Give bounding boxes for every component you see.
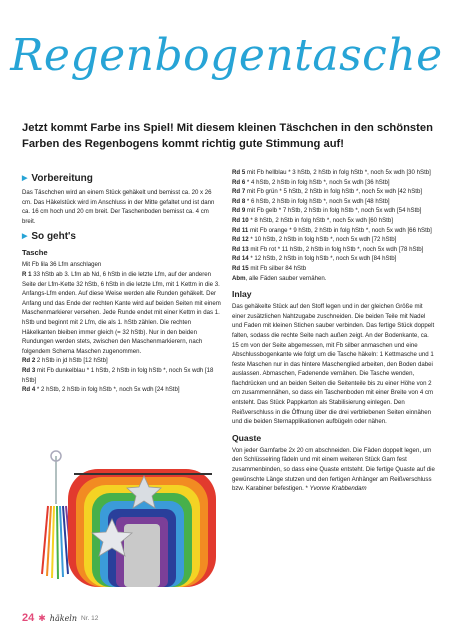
instruction-line: Rd 4 * 2 hStb, 2 hStb in folg hStb *, noch 5x wdh [24 hStb] xyxy=(22,386,180,394)
inlay-text: Das gehäkelte Stück auf den Stoff legen und in der gleichen Größe mit einer zusätzlichen Nahtzugabe zuschneiden. Die beiden Teile mit Nadel und Faden mit kleinen Stichen sauber verbinden. Das fertige Stück doppelt falten, sodass die rechte Seite nach außen zeigt. An der Bodenkante, ca. 15 cm von der Seite abgemessen, mit Fb silber anmaschen und eine Abschlussbogenkante wie folgt um die Tasche häkeln: 1 Kettmasche und 1 feste Maschen nur in das hintere Maschenglied arbeiten, den Boden dabei auslassen. Abmaschen, Fadenende vernähen. Die Tasche wenden, flachdrücken und an beiden Seiten die Seitenteile bis zu einer Höhe von 2 cm zusammennähen, so dass ein Taschenboden mit einer Breite von 4 cm entsteht. Das Stück Pappkarton als Stabilisierung einlegen. Den Reißverschluss in die Öffnung über die drei verbliebenen Seiten einnähen und die beiden Sternapplikationen aufbügeln oder nähen. xyxy=(232,303,435,426)
round-line: Rd 7 mit Fb grün * 5 hStb, 2 hStb in folg hStb *, noch 5x wdh [42 hStb] xyxy=(232,188,423,196)
round-line: Rd 6 * 4 hStb, 2 hStb in folg hStb *, noch 5x wdh [36 hStb] xyxy=(232,178,390,186)
tassel-icon xyxy=(42,451,72,579)
round-line: Abm, alle Fäden sauber vernähen. xyxy=(232,274,327,282)
quaste-text: Von jeder Garnfarbe 2x 20 cm abschneiden. Die Fäden doppelt legen, um den Schlüsselring fädeln und mit einem weiteren Stück Garn fest zusammenbinden, so dass eine Quaste entsteht. Die fertige Quaste auf die gewünschte Länge stutzen und den fertigen Anhänger am Reißverschluss bzw. Karabiner befestigen. * Yvonne Krabbendam xyxy=(232,446,435,493)
author-name: Yvonne Krabbendam xyxy=(309,485,367,493)
intro-text: Jetzt kommt Farbe ins Spiel! Mit diesem kleinen Täschchen in den schönsten Farben des Regenbogens kommt richtig gute Stimmung auf! xyxy=(22,122,433,150)
instruction-line: Mit Fb lila 36 Lfm anschlagen xyxy=(22,261,102,269)
subheading-inlay: Inlay xyxy=(232,289,252,300)
instruction-line: Rd 3 mit Fb dunkelblau * 1 hStb, 2 hStb in folg hStb *, noch 5x wdh [18 hStb] xyxy=(22,366,214,384)
page-title: Regenbogentasche xyxy=(10,30,443,81)
section-marker-icon: ▶ xyxy=(22,233,28,241)
section-heading: So geht's xyxy=(31,231,76,243)
round-line: Rd 10 * 8 hStb, 2 hStb in folg hStb *, noch 5x wdh [60 hStb] xyxy=(232,216,393,224)
right-column xyxy=(232,168,437,497)
instruction-line: R 1 33 hStb ab 3. Lfm ab Nd, 6 hStb in die letzte Lfm, auf der anderen Seite der Lfm-Kette 32 hStb, 6 hStb in die letzte Lfm, mit 1 Kettm in die 3. Anfangs-Lfm enden. Auf diese Weise werden alle Runden gehäkelt. Der Anfang und das Ende der rechten Kante wird auf beiden Seiten mit einem Maschenmarkierer versehen. Jede Runde endet mit einer Kettm in das 1. hStb und beginnt mit 2 Lfm, die als 1. hStb zählen. Die rechten Häkelkanten bleiben immer gleich (= 32 hStb). Nur in den beiden Rundungen werden stets, zwischen den Maschenmarkierern, nach folgendem Schema Maschen zugenommen. xyxy=(22,270,221,355)
rainbow-bag-photo xyxy=(20,424,230,599)
section-vorbereitung xyxy=(22,172,222,185)
round-line: Rd 9 mit Fb gelb * 7 hStb, 2 hStb in folg hStb *, noch 5x wdh [54 hStb] xyxy=(232,207,422,215)
section-marker-icon: ▶ xyxy=(22,175,28,182)
round-line: Rd 11 mit Fb orange * 9 hStb, 2 hStb in folg hStb *, noch 5x wdh [66 hStb] xyxy=(232,226,432,234)
vorbereitung-text: Das Täschchen wird an einem Stück gehäkelt und bemisst ca. 20 x 26 cm. Das Häkelstück wird im Anschluss in der Mitte gefaltet und ist dann ca. 16 cm hoch und 20 cm breit. Der Taschenboden bemisst ca. 4 cm breit. xyxy=(22,189,215,225)
section-heading: Vorbereitung xyxy=(31,173,93,184)
left-column xyxy=(22,168,222,395)
page-number: 24 xyxy=(22,612,35,624)
section-sogehts xyxy=(22,230,222,243)
round-line: Rd 5 mit Fb hellblau * 3 hStb, 2 hStb in folg hStb *, noch 5x wdh [30 hStb] xyxy=(232,169,431,176)
round-line: Rd 13 mit Fb rot * 11 hStb, 2 hStb in folg hStb *, noch 5x wdh [78 hStb] xyxy=(232,245,424,253)
magazine-name: häkeln xyxy=(49,613,78,623)
page-footer xyxy=(22,612,98,624)
round-line: Rd 8 * 6 hStb, 2 hStb in folg hStb *, noch 5x wdh [48 hStb] xyxy=(232,197,390,205)
subheading-tasche: Tasche xyxy=(22,248,48,258)
round-line: Rd 12 * 10 hStb, 2 hStb in folg hStb *, noch 5x wdh [72 hStb] xyxy=(232,236,397,244)
issue-number: Nr. 12 xyxy=(81,614,99,622)
author-star-icon: * xyxy=(305,485,308,493)
round-line: Rd 14 * 12 hStb, 2 hStb in folg hStb *, noch 5x wdh [84 hStb] xyxy=(232,255,397,263)
star-icon: ✱ xyxy=(38,612,46,623)
round-line: Rd 15 mit Fb silber 84 hStb xyxy=(232,264,307,272)
instruction-line: Rd 2 2 hStb in jd hStb [12 hStb] xyxy=(22,357,108,365)
subheading-quaste: Quaste xyxy=(232,432,262,443)
